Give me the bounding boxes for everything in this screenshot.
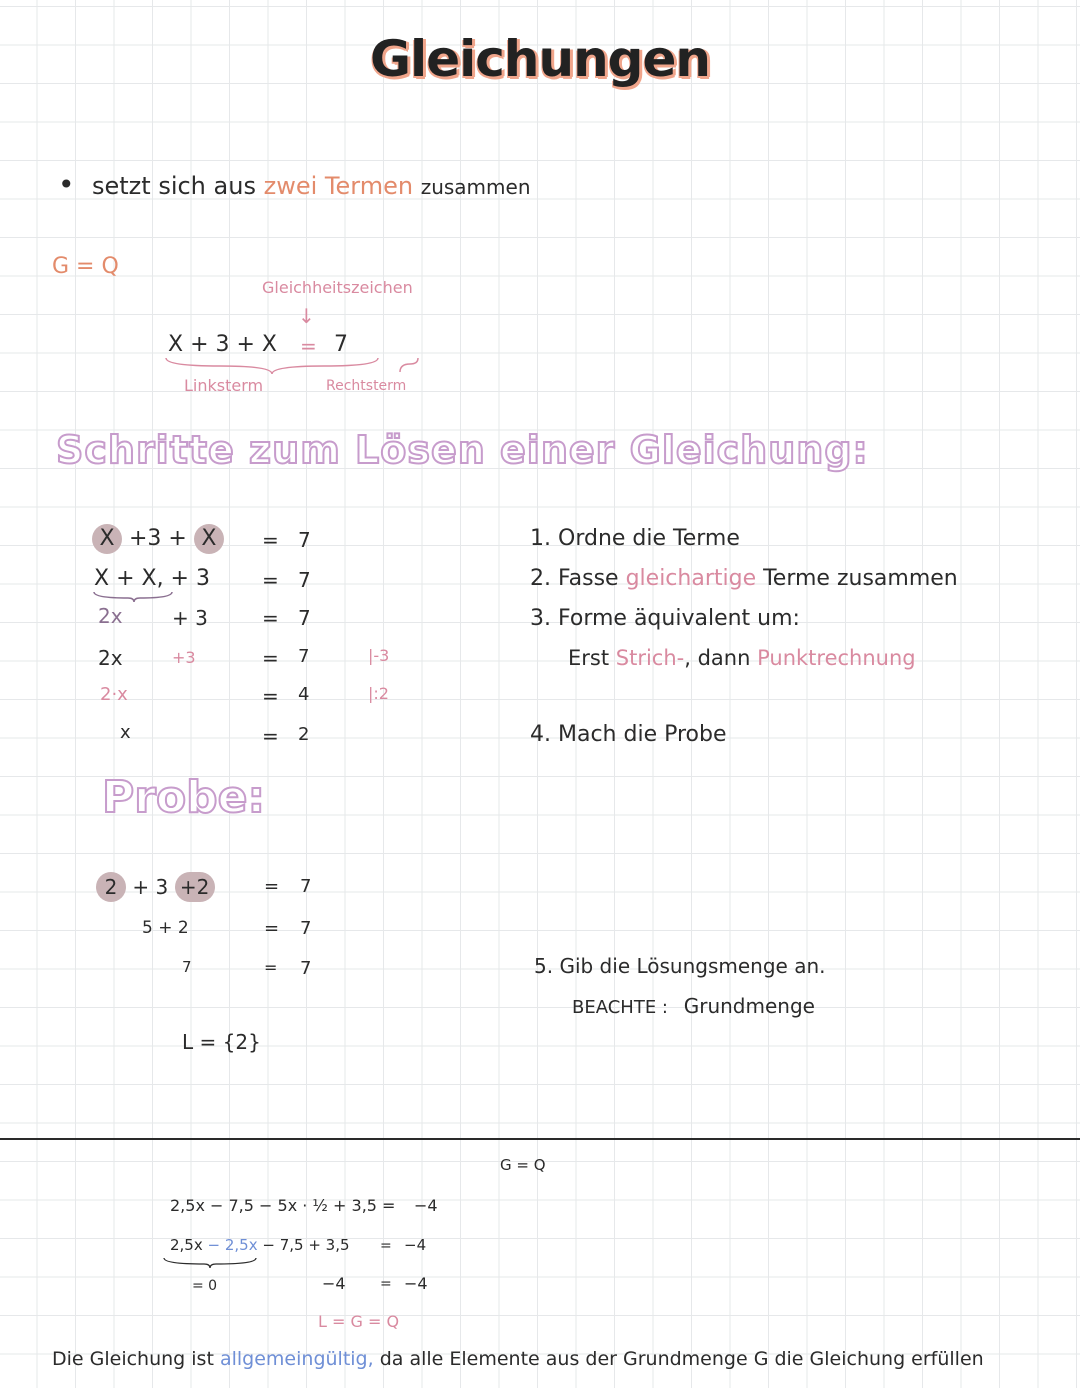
probe-row-2-eq: = — [264, 918, 280, 939]
solve-row-4-b: +3 — [172, 648, 196, 667]
step-2-highlight: gleichartige — [625, 566, 757, 591]
probe-row-1-eq: = — [264, 876, 280, 897]
step-1-text: Ordne die Terme — [558, 526, 740, 551]
highlight-2-b: +2 — [175, 872, 215, 902]
solve-row-6-rhs: 2 — [298, 724, 310, 745]
probe-solution: L = {2} — [182, 1030, 261, 1054]
highlight-x-2: X — [194, 524, 224, 554]
step-3-detail-pre: Erst — [568, 646, 610, 670]
probe-row-3-rhs: 7 — [300, 958, 312, 979]
step-2 — [530, 566, 958, 591]
domain-top: G = Q — [52, 254, 119, 279]
conclusion-b: allgemeingültig, — [219, 1348, 374, 1370]
arrow-down-icon: ↓ — [298, 304, 315, 328]
intro-text-a: setzt sich aus — [92, 172, 256, 200]
equals-sign-label: Gleichheitszeichen — [262, 278, 413, 297]
solve-row-4-a: 2x — [98, 646, 123, 670]
step-5-note-text: Grundmenge — [683, 994, 815, 1018]
probe-row-3: 7 — [182, 958, 192, 976]
bottom-eq-3-lhs: −4 — [322, 1274, 346, 1293]
bottom-eq-2-rhs: −4 — [404, 1236, 427, 1254]
probe-row-2: 5 + 2 — [142, 918, 189, 938]
steps-heading: Schritte zum Lösen einer Gleichung: — [56, 428, 869, 472]
solve-row-1-eq: = — [262, 528, 279, 552]
step-3-detail-mid: , dann — [684, 646, 751, 670]
solve-row-4-rhs: 7 — [298, 646, 310, 667]
solve-row-5-op: |:2 — [368, 684, 389, 703]
left-term-label: Linksterm — [184, 376, 264, 395]
step-3-detail-strich: Strich- — [615, 646, 685, 670]
step-3-num: 3. — [530, 606, 551, 631]
highlight-x-1: X — [92, 524, 122, 554]
right-term-label: Rechtsterm — [326, 378, 407, 394]
step-3-detail — [568, 646, 916, 670]
bottom-eq-2-c: − 7,5 + 3,5 — [262, 1236, 350, 1254]
bottom-eq-2-eq: = — [380, 1238, 392, 1254]
conclusion-c: da alle Elemente aus der Grundmenge G die Gleichung erfüllen — [379, 1348, 984, 1370]
bottom-eq-3-rhs: −4 — [404, 1274, 428, 1293]
bottom-domain: G = Q — [500, 1156, 546, 1174]
step-3 — [530, 606, 800, 631]
step-5-num: 5. — [534, 954, 554, 978]
highlight-2-a: 2 — [96, 872, 126, 902]
solve-row-4-eq: = — [262, 646, 279, 670]
step-2-post: Terme zusammen — [763, 566, 958, 591]
bottom-solution: L = G = Q — [318, 1312, 400, 1331]
step-4-text: Mach die Probe — [558, 722, 727, 747]
probe-row-2-rhs: 7 — [300, 918, 312, 939]
step-4 — [530, 722, 727, 747]
bottom-brace — [162, 1256, 262, 1270]
solve-row-2-eq: = — [262, 568, 279, 592]
step-3-detail-punkt: Punktrechnung — [757, 646, 916, 670]
intro-line — [92, 172, 531, 200]
step-5-note — [572, 994, 815, 1018]
left-term: X + 3 + X — [168, 332, 277, 357]
intro-text-b: zwei — [263, 172, 318, 200]
bottom-eq-1-rhs: −4 — [414, 1196, 438, 1215]
bottom-eq-1-lhs: 2,5x − 7,5 − 5x · ½ + 3,5 = — [170, 1196, 396, 1215]
step-2-pre: Fasse — [558, 566, 619, 591]
probe-row-1-rhs: 7 — [300, 876, 312, 897]
solve-row-2-rhs: 7 — [298, 568, 311, 592]
solve-row-5-eq: = — [262, 684, 279, 708]
conclusion — [52, 1348, 984, 1370]
solve-row-3-b: + 3 — [172, 606, 208, 630]
solve-row-1-rhs: 7 — [298, 528, 311, 552]
step-5-text: Gib die Lösungsmenge an. — [559, 954, 826, 978]
probe-row-3-eq: = — [264, 958, 278, 977]
step-2-num: 2. — [530, 566, 551, 591]
bottom-zero: = 0 — [192, 1278, 218, 1294]
example-equals: = — [300, 334, 317, 358]
row2-brace — [92, 590, 182, 604]
solve-row-3-eq: = — [262, 606, 279, 630]
divider-line — [0, 1138, 1080, 1140]
step-5-note-label: BEACHTE : — [572, 997, 668, 1018]
bottom-eq-3-eq: = — [380, 1276, 392, 1292]
bottom-eq-2-b: − 2,5x — [207, 1236, 258, 1254]
probe-heading: Probe: — [102, 772, 266, 823]
step-1 — [530, 526, 740, 551]
step-3-text: Forme äquivalent um: — [558, 606, 800, 631]
intro-text-d: zusammen — [420, 175, 531, 199]
step-5 — [534, 954, 826, 978]
page-title: Gleichungen — [370, 30, 710, 88]
probe-row-1 — [96, 872, 215, 902]
term-braces — [160, 356, 420, 378]
step-1-num: 1. — [530, 526, 551, 551]
step-4-num: 4. — [530, 722, 551, 747]
solve-row-6-a: x — [120, 722, 131, 743]
intro-text-c: Termen — [324, 172, 414, 200]
solve-row-5-rhs: 4 — [298, 684, 310, 705]
solve-row-5-a: 2·x — [100, 684, 128, 705]
solve-row-1 — [92, 524, 224, 554]
conclusion-a: Die Gleichung ist — [52, 1348, 214, 1370]
solve-row-4-op: |-3 — [368, 646, 390, 665]
solve-row-2: X + X, + 3 — [94, 566, 210, 591]
probe-row-1-mid: + 3 — [132, 875, 169, 899]
right-term: 7 — [334, 332, 348, 357]
bottom-eq-2-a: 2,5x — [170, 1236, 203, 1254]
solve-row-6-eq: = — [262, 724, 279, 748]
bullet: • — [58, 168, 75, 201]
solve-row-1-mid: +3 + — [129, 526, 187, 551]
bottom-eq-2 — [170, 1236, 350, 1254]
solve-row-3-rhs: 7 — [298, 606, 311, 630]
solve-row-3-a: 2x — [98, 604, 123, 628]
